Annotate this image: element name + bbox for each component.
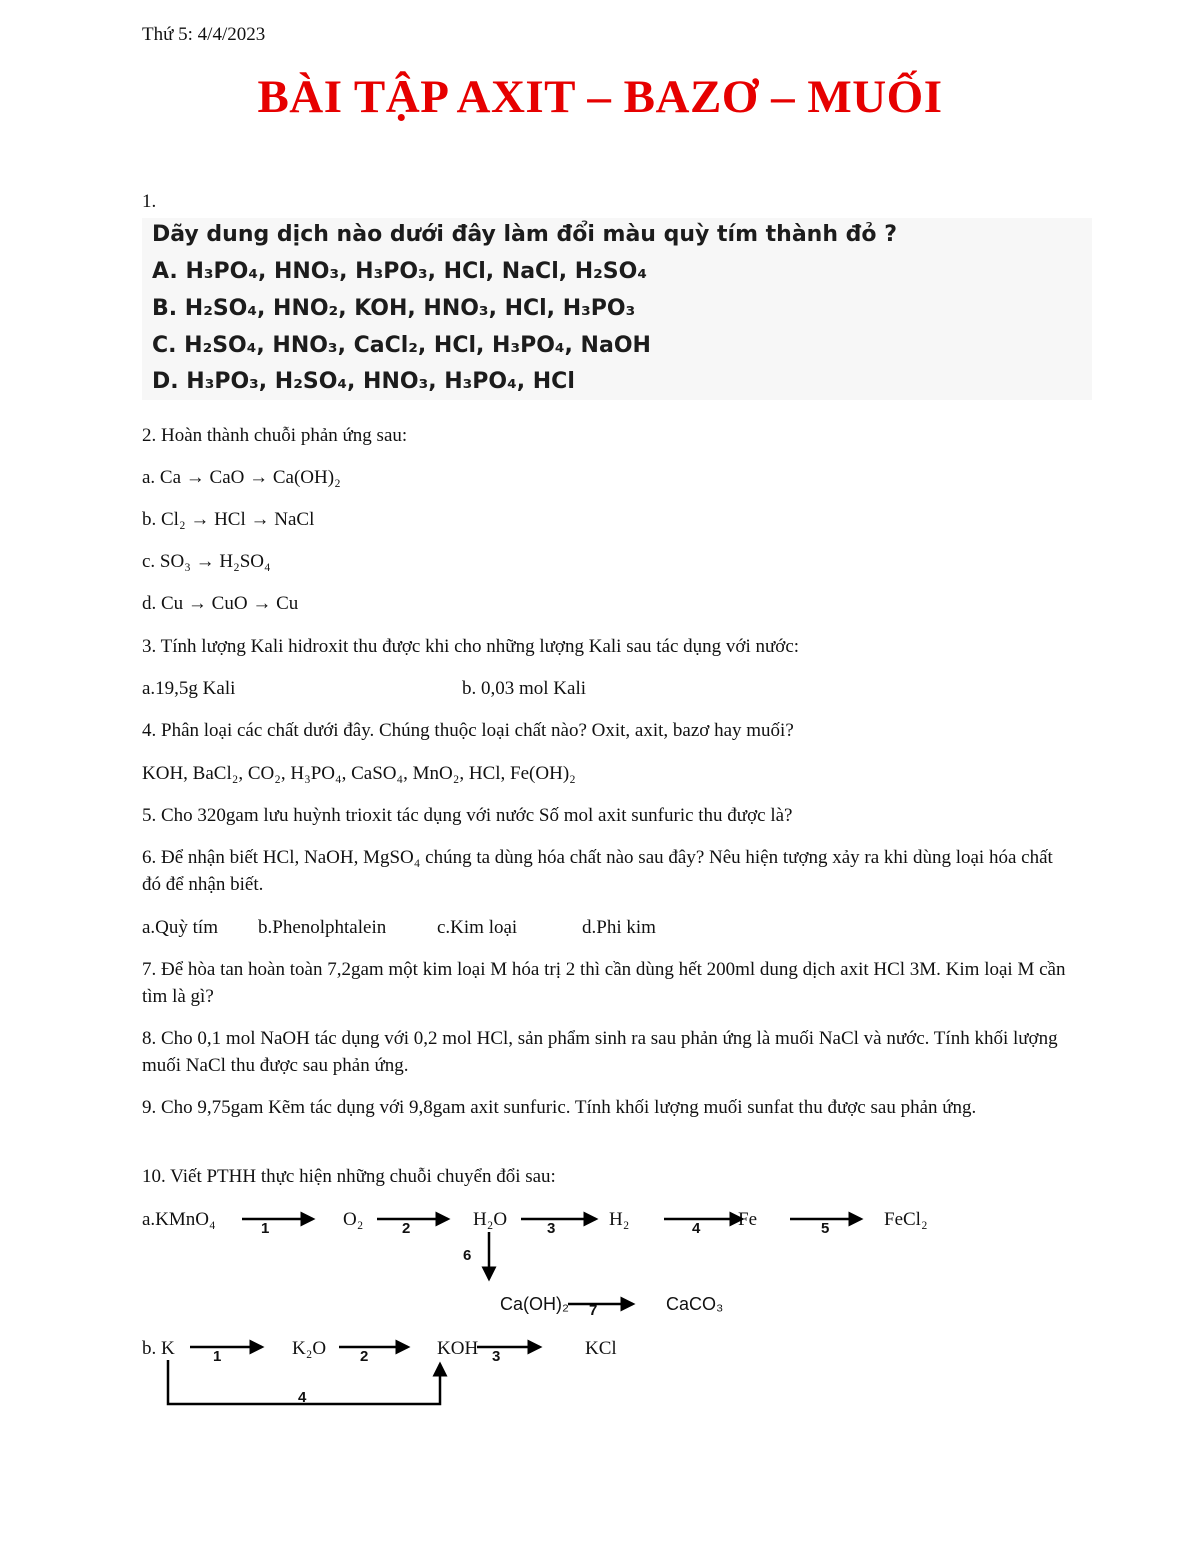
chain-a-node-h2o: H₂O (473, 1209, 508, 1230)
chain-a-node-caco3: CaCO₃ (666, 1294, 724, 1314)
chain-b-step-3: 3 (492, 1348, 501, 1365)
page-title: BÀI TẬP AXIT – BAZƠ – MUỐI (257, 71, 943, 123)
chain-b-start: b. K (142, 1338, 175, 1359)
q6-option-a: a.Quỳ tím (142, 917, 218, 938)
q1-option-a: A. H₃PO₄, HNO₃, H₃PO₃, HCl, NaCl, H₂SO₄ (152, 259, 647, 284)
chain-a-node-h2: H₂ (609, 1209, 630, 1230)
q8-text: 8. Cho 0,1 mol NaOH tác dụng với 0,2 mol HCl, sản phẩm sinh ra sau phản ứng là muối NaCl và nước. Tính khối lượng muối NaCl thu được sau phản ứng. (142, 1028, 1058, 1076)
chain-a-step-6: 6 (463, 1247, 472, 1264)
chain-a-start: a.KMnO₄ (142, 1209, 216, 1230)
q10-text: 10. Viết PTHH thực hiện những chuỗi chuyển đổi sau: (142, 1166, 556, 1187)
chain-a-node-caoh2: Ca(OH)₂ (500, 1294, 569, 1314)
chain-b-step-4: 4 (298, 1389, 307, 1406)
chain-a-step-2: 2 (402, 1220, 411, 1237)
chain-a-node-fe: Fe (738, 1209, 757, 1230)
q1-option-b: B. H₂SO₄, HNO₂, KOH, HNO₃, HCl, H₃PO₃ (152, 296, 636, 321)
chain-a-node-o2: O₂ (343, 1209, 364, 1230)
q1-question: Dãy dung dịch nào dưới đây làm đổi màu quỳ tím thành đỏ ? (152, 222, 897, 247)
q9-text: 9. Cho 9,75gam Kẽm tác dụng với 9,8gam axit sunfuric. Tính khối lượng muối sunfat thu được sau phản ứng. (142, 1097, 977, 1118)
q6-text: 6. Để nhận biết HCl, NaOH, MgSO₄ chúng ta dùng hóa chất nào sau đây? Nêu hiện tượng xảy ra khi dùng loại hóa chất đó để nhận biết. (142, 847, 1053, 895)
chain-a-step-4: 4 (692, 1220, 701, 1237)
chain-a-step-7: 7 (589, 1302, 598, 1319)
chain-b-step-1: 1 (213, 1348, 222, 1365)
chain-b-node-k2o: K₂O (292, 1338, 327, 1359)
chain-b-node-kcl: KCl (585, 1338, 617, 1359)
q3-text: 3. Tính lượng Kali hidroxit thu được khi cho những lượng Kali sau tác dụng với nước: (142, 636, 800, 657)
q2-item-d: d. Cu → CuO → Cu (142, 593, 299, 614)
chain-a-step-3: 3 (547, 1220, 556, 1237)
q6-option-d: d.Phi kim (582, 917, 656, 938)
chain-b-node-koh: KOH (437, 1338, 479, 1359)
q4-list: KOH, BaCl₂, CO₂, H₃PO₄, CaSO₄, MnO₂, HCl, Fe(OH)₂ (142, 763, 576, 784)
q2-item-b: b. Cl₂ → HCl → NaCl (142, 509, 315, 530)
arrow-b-4 (168, 1360, 440, 1404)
q3-option-b: b. 0,03 mol Kali (462, 678, 587, 699)
q6-option-b: b.Phenolphtalein (258, 917, 387, 938)
q7-text: 7. Để hòa tan hoàn toàn 7,2gam một kim loại M hóa trị 2 thì cần dùng hết 200ml dung dịch axit HCl 3M. Kim loại M cần tìm là gì? (142, 959, 1066, 1007)
q2-text: 2. Hoàn thành chuỗi phản ứng sau: (142, 425, 408, 446)
q2-item-a: a. Ca → CaO → Ca(OH)₂ (142, 467, 341, 488)
q1-number: 1. (142, 191, 157, 212)
q1-option-c: C. H₂SO₄, HNO₃, CaCl₂, HCl, H₃PO₄, NaOH (152, 333, 651, 358)
chain-b-step-2: 2 (360, 1348, 369, 1365)
chain-a-step-5: 5 (821, 1220, 830, 1237)
q2-item-c: c. SO₃ → H₂SO₄ (142, 551, 271, 572)
q6-option-c: c.Kim loại (437, 917, 518, 938)
q4-text: 4. Phân loại các chất dưới đây. Chúng thuộc loại chất nào? Oxit, axit, bazơ hay muối? (142, 720, 794, 741)
chain-a-node-fecl2: FeCl₂ (884, 1209, 928, 1230)
q5-text: 5. Cho 320gam lưu huỳnh trioxit tác dụng với nước Số mol axit sunfuric thu được là? (142, 805, 793, 826)
q3-option-a: a.19,5g Kali (142, 678, 236, 699)
q1-option-d: D. H₃PO₃, H₂SO₄, HNO₃, H₃PO₄, HCl (152, 369, 575, 394)
page-date: Thứ 5: 4/4/2023 (142, 24, 266, 45)
chain-a-step-1: 1 (261, 1220, 270, 1237)
